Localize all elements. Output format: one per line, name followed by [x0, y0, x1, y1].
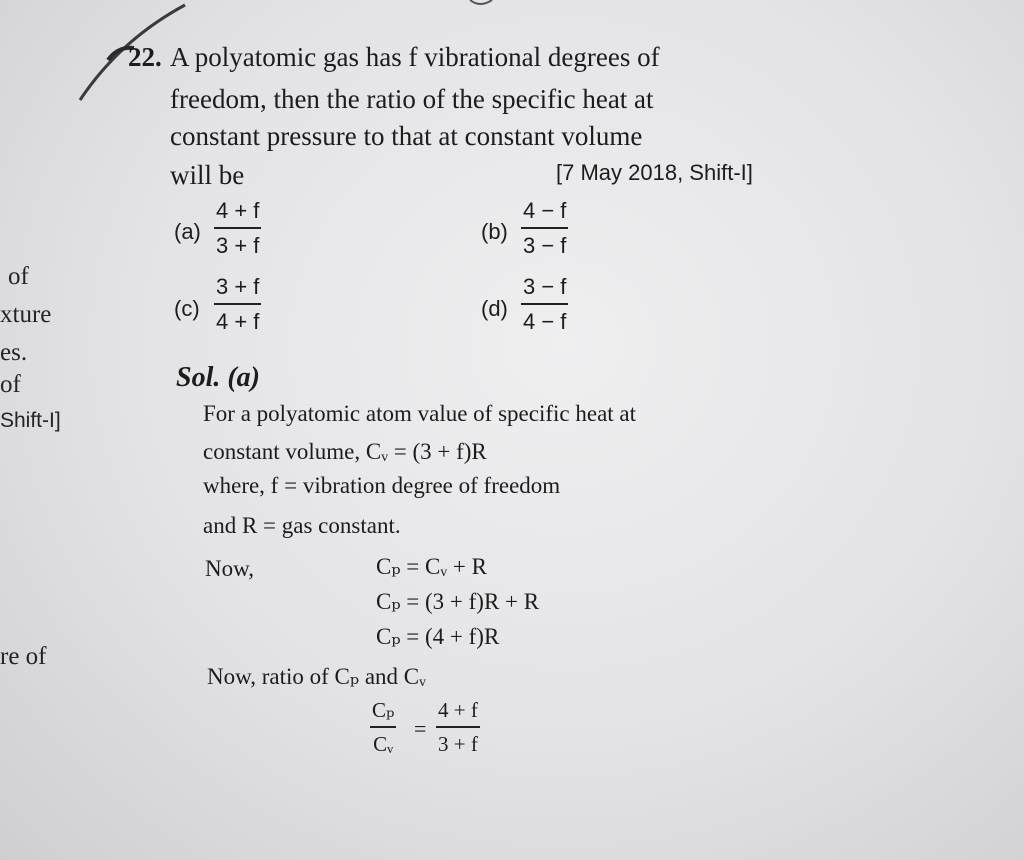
denominator: 3 − f [523, 233, 567, 258]
solution-line: where, f = vibration degree of freedom [203, 473, 561, 498]
ratio-line: Now, ratio of Cₚ and Cᵥ [207, 664, 426, 689]
fraction-bar [521, 227, 568, 229]
exam-date: [7 May 2018, Shift-I] [556, 160, 753, 185]
equation-line: Cₚ = (3 + f)R + R [376, 589, 540, 614]
question-line: will be [170, 160, 245, 190]
denominator: 3 + f [438, 732, 478, 756]
denominator: 4 − f [523, 309, 567, 334]
denominator: 4 + f [216, 309, 260, 334]
fraction-bar [436, 726, 480, 728]
option-b-fraction [521, 200, 568, 257]
solution-line: constant volume, Cᵥ = (3 + f)R [203, 439, 487, 464]
numerator: 3 − f [523, 274, 567, 299]
question-number: 22. [128, 42, 162, 72]
option-a-label: (a) [174, 219, 201, 244]
option-d-label: (d) [481, 296, 508, 321]
option-a-fraction [214, 200, 261, 257]
numerator: 4 + f [438, 698, 478, 722]
equation-line: Cₚ = Cᵥ + R [376, 554, 487, 579]
solution-heading: Sol. (a) [176, 362, 260, 393]
equals-sign: = [414, 716, 427, 741]
numerator: Cₚ [372, 698, 395, 722]
question-line: A polyatomic gas has f vibrational degrees of [170, 42, 660, 72]
numerator: 4 − f [523, 198, 567, 223]
margin-fragment: es. [0, 339, 28, 366]
numerator: 3 + f [216, 274, 260, 299]
fraction-bar [521, 303, 568, 305]
solution-line: and R = gas constant. [203, 513, 401, 538]
margin-fragment: Shift-I] [0, 409, 61, 432]
fraction-bar [214, 227, 261, 229]
denominator: 3 + f [216, 233, 260, 258]
option-c-label: (c) [174, 296, 200, 321]
margin-fragment: of [8, 263, 29, 290]
question-line: freedom, then the ratio of the specific heat at [170, 84, 654, 114]
fraction-bar [214, 303, 261, 305]
solution-line: For a polyatomic atom value of specific heat at [203, 401, 637, 426]
numerator: 4 + f [216, 198, 260, 223]
denominator: Cᵥ [373, 732, 394, 756]
option-b-label: (b) [481, 219, 508, 244]
margin-fragment: re of [0, 643, 47, 670]
now-label: Now, [205, 556, 254, 581]
option-c-fraction [214, 276, 261, 333]
final-lhs-fraction [370, 700, 396, 755]
margin-fragment: xture [0, 301, 52, 328]
question-line: constant pressure to that at constant volume [170, 121, 643, 151]
fraction-bar [370, 726, 396, 728]
final-rhs-fraction [436, 700, 480, 755]
margin-fragment: of [0, 371, 21, 398]
equation-line: Cₚ = (4 + f)R [376, 624, 500, 649]
option-d-fraction [521, 276, 568, 333]
